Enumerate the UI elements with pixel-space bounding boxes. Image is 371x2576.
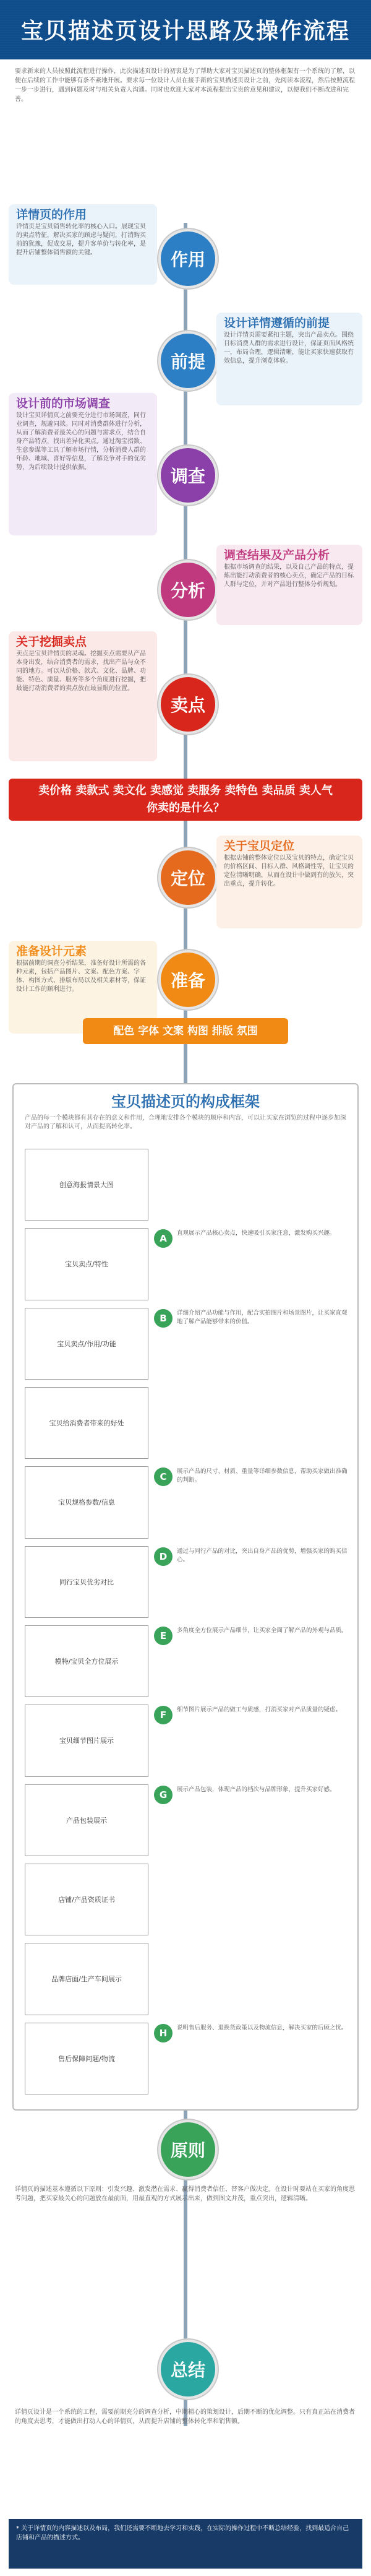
framework-letter-badge: D xyxy=(154,1547,173,1566)
framework-description: 展示产品包装，体现产品的档次与品牌形象，提升买家好感。 xyxy=(177,1786,336,1793)
framework-label: 售后保障问题/物流 xyxy=(25,2023,148,2094)
framework-description: 详细介绍产品功能与作用，配合实拍图片和场景图片，让买家直观地了解产品能够带来的价值。 xyxy=(177,1309,348,1325)
position-text: 根据店铺的整体定位以及宝贝的特点，确定宝贝的价格区间、目标人群、风格调性等，让宝贝的定位清晰明确，从而在设计中做到有的放矢，突出重点，提升转化。 xyxy=(224,855,354,888)
position-circle: 定位 xyxy=(158,848,218,907)
survey-title: 设计前的市场调查 xyxy=(16,397,111,410)
selling-text: 卖点是宝贝详情页的灵魂。挖掘卖点需要从产品本身出发，结合消费者的需求，找出产品与众不同的地方。可以从价格、款式、文化、品牌、功能、特色、质量、服务等多个角度进行挖掘，把最能打动消费者的卖点放在最显眼的位置。 xyxy=(16,650,146,692)
survey-text: 设计宝贝详情页之前要充分进行市场调查，同行业调查，规避同款。同时对消费群体进行分析，从而了解消费者最关心的问题与需求点，结合自身产品特点，找出差异化卖点。通过淘宝指数、生意参谋等工具了解市场行情，分析消费人群的年龄、地域、喜好等信息，了解竞争对手的优劣势，为后续设计提供依据。 xyxy=(16,412,146,471)
principle-circle: 原则 xyxy=(158,2120,218,2179)
framework-label: 产品包装展示 xyxy=(25,1784,148,1856)
framework-label: 模特/宝贝全方位展示 xyxy=(25,1625,148,1697)
analysis-circle: 分析 xyxy=(158,560,218,620)
prepare-text: 根据前期的调查分析结果，准备好设计所需的各种元素，包括产品图片、文案、配色方案、字体、构图方式、排版布局以及相关素材等，保证设计工作的顺利进行。 xyxy=(16,960,146,993)
framework-label: 同行宝贝优劣对比 xyxy=(25,1546,148,1618)
framework-label: 宝贝卖点/作用/功能 xyxy=(25,1308,148,1380)
prepare-title: 准备设计元素 xyxy=(16,944,87,958)
framework-label: 店铺/产品资质证书 xyxy=(25,1864,148,1935)
framework-label: 宝贝给消费者带来的好处 xyxy=(25,1387,148,1459)
role-title: 详情页的作用 xyxy=(16,208,87,222)
framework-label: 品牌店面/生产车间展示 xyxy=(25,1943,148,2015)
role-box xyxy=(9,204,157,285)
framework-label: 宝贝规格参数/信息 xyxy=(25,1466,148,1538)
premise-box xyxy=(216,313,362,405)
framework-description: 细节图片展示产品的做工与质感，打消买家对产品质量的疑虑。 xyxy=(177,1706,342,1714)
analysis-box xyxy=(216,545,362,625)
selling-title: 关于挖掘卖点 xyxy=(16,635,87,649)
framework-description: 多角度全方位展示产品细节，让买家全面了解产品的外观与品质。 xyxy=(177,1627,348,1634)
framework-letter-badge: H xyxy=(154,2024,173,2042)
analysis-text: 根据市场调查的结果，以及自己产品的特点，提炼出能打动消费者的核心卖点，确定产品的目标人群与定位，并对产品进行整体分析规划。 xyxy=(224,564,354,588)
framework-letter-badge: B xyxy=(154,1309,173,1328)
role-text: 详情页是宝贝销售转化率的核心入口。展现宝贝的卖点特征，解决买家的顾虑与疑问，打消购买前的犹豫，促成交易，提升客单价与转化率，是提升店铺整体销售额的关键。 xyxy=(16,223,146,256)
framework-label: 宝贝卖点/特性 xyxy=(25,1228,148,1300)
framework-letter-badge: A xyxy=(154,1229,173,1248)
premise-title: 设计详情遵循的前提 xyxy=(224,316,330,330)
survey-box xyxy=(9,393,157,535)
selling-box xyxy=(9,631,157,761)
page-title: 宝贝描述页设计思路及操作流程 xyxy=(20,19,350,44)
framework-description: 直观展示产品核心卖点，快速吸引买家注意，激发购买兴趣。 xyxy=(177,1230,336,1237)
framework-title: 宝贝描述页的构成框架 xyxy=(111,1093,260,1110)
framework-description: 通过与同行产品的对比，突出自身产品的优势，增强买家的购买信心。 xyxy=(177,1547,348,1563)
framework-description: 说明售后服务、退换货政策以及物流信息，解决买家的后顾之忧。 xyxy=(177,2024,348,2031)
survey-circle: 调查 xyxy=(158,446,218,505)
footer-note: * 关于详情页的内容描述以及布局，我们还需要不断地去学习和实践，在实际的操作过程中不断总结经验，找到最适合自己店铺和产品的描述方式。 xyxy=(9,2519,362,2569)
framework-label: 宝贝细节图片展示 xyxy=(25,1705,148,1776)
framework-letter-badge: F xyxy=(154,1706,173,1724)
selling-circle: 卖点 xyxy=(158,675,218,734)
framework-letter-badge: G xyxy=(154,1786,173,1804)
framework-description: 展示产品的尺寸、材质、重量等详细参数信息，帮助买家做出准确的判断。 xyxy=(177,1468,348,1484)
analysis-title: 调查结果及产品分析 xyxy=(224,548,330,562)
premise-circle: 前提 xyxy=(158,331,218,391)
framework-letter-badge: C xyxy=(154,1467,173,1486)
role-circle: 作用 xyxy=(158,229,218,288)
summary-text: 详情页设计是一个系统的工程，需要前期充分的调查分析，中期精心的策划设计，后期不断的优化调整。只有真正站在消费者的角度去思考，才能做出打动人心的详情页，从而提升店铺的整体转化率和销售额。 xyxy=(15,2409,355,2425)
header xyxy=(0,0,371,59)
summary-circle: 总结 xyxy=(158,2340,218,2399)
elements-bar: 配色 字体 文案 构图 排版 氛围 xyxy=(83,1018,288,1044)
position-title: 关于宝贝定位 xyxy=(224,839,295,853)
premise-text: 设计详情页需要紧扣主题，突出产品卖点。围绕目标消费人群的需求进行设计，保证页面风格统一，布局合理，逻辑清晰，能让买家快速获取有效信息，提升浏览体验。 xyxy=(224,332,354,365)
framework-letter-badge: E xyxy=(154,1627,173,1645)
framework-subtitle: 产品的每一个模块都有其存在的意义和作用，合理地安排各个模块的顺序和内容，可以让买家在浏览的过程中逐步加深对产品的了解和认可，从而提高转化率。 xyxy=(25,1115,346,1130)
framework-label: 创意海报情景大图 xyxy=(25,1149,148,1221)
selling-points-bar: 卖价格 卖款式 卖文化 卖感觉 卖服务 卖特色 卖品质 卖人气 你卖的是什么？ xyxy=(9,779,362,821)
position-box xyxy=(216,836,362,928)
intro-text: 要求新来的人员按照此流程进行操作，此次描述页设计的初衷是为了帮助大家对宝贝描述页的整体框架有一个系统的了解，以便在后续的工作中能够有条不紊地开展。要求每一位设计人员在接手新的宝贝描述页设计之前，先阅读本流程，然后按照流程一步一步进行，遇到问题及时与相关负责人沟通。同时也欢迎大家对本流程提出宝贵的意见和建议，以便我们不断改进和完善。 xyxy=(15,68,355,103)
principle-text: 详情页的描述基本遵循以下原则：引发兴趣、激发潜在需求、赢得消费者信任、替客户做决定。在设计时要站在买家的角度思考问题，把买家最关心的问题放在最前面，用最直观的方式展示出来，做到图文并茂，重点突出，逻辑清晰。 xyxy=(15,2186,355,2202)
prepare-circle: 准备 xyxy=(158,950,218,1009)
